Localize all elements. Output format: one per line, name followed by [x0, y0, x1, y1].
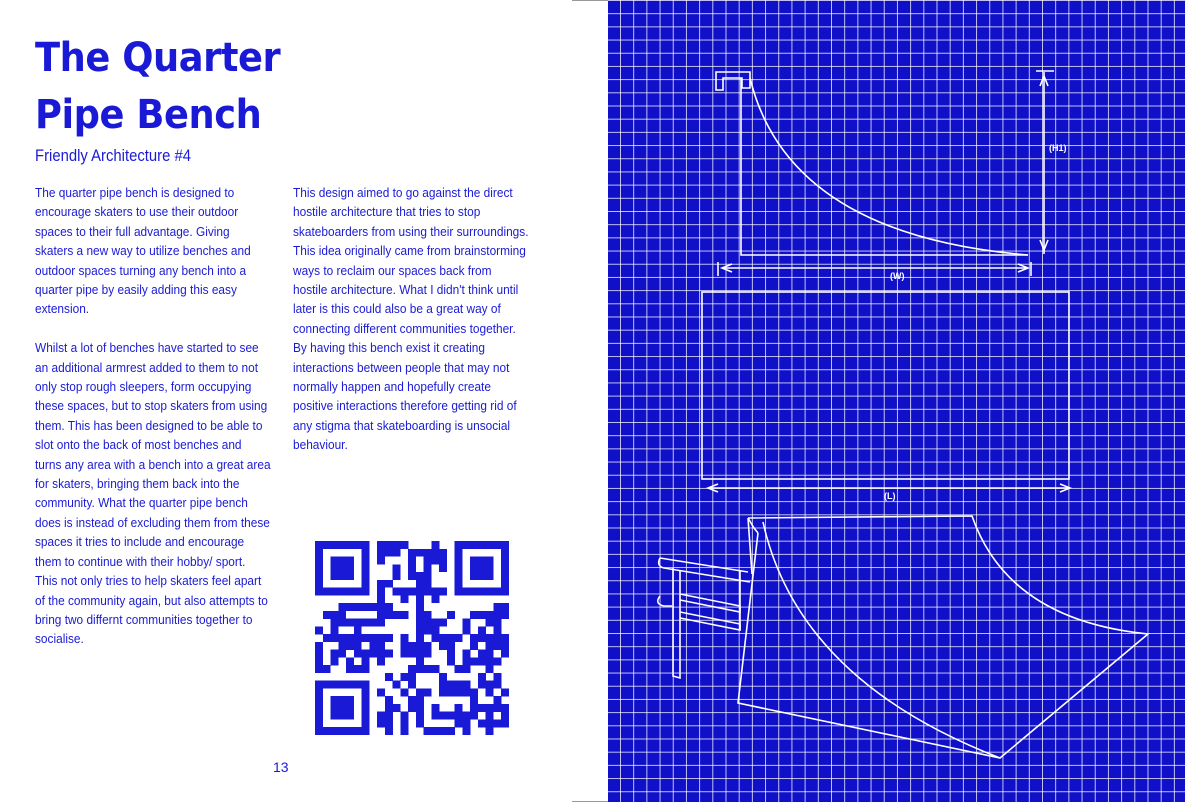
text-column-left [35, 183, 271, 668]
paragraph: This design aimed to go against the direct hostile architecture that tries to stop skateboarders from using their surroundings. This idea originally came from brainstorming ways to reclaim our spaces back from hostile architecture. What I didn't think until later is this could also be a great way of connecting different communities together. By having this bench exist it creating interactions between people that may not normally happen and hopefully create positive interactions therefore getting rid of any stigma that skateboarding is unsocial behaviour. [293, 185, 529, 453]
page-title: The Quarter Pipe Bench [35, 35, 281, 138]
side-elevation [716, 71, 1067, 281]
paragraph: Whilst a lot of benches have started to see an additional armrest added to them to not only stop rough sleepers, form occupying these spaces, but to stop skaters from using them. This has been designed to be able to slot onto the back of most benches and turns any area with a bench into a great area for skaters, bringing them back into the community. What the quarter pipe bench does is instead of excluding them from these spaces it tries to include and encourage them to continue with their hobby/ sport. This not only tries to help skaters feel apart of the community again, but also attempts to bring two differnt communities together to socialise. [35, 340, 271, 647]
width-label: (W) [890, 271, 905, 281]
page-subtitle: Friendly Architecture #4 [35, 147, 192, 165]
paragraph: The quarter pipe bench is designed to encourage skaters to use their outdoor spaces to their full advantage. Giving skaters a new way to utilize benches and outdoor spaces turning any bench into a quarter pipe by easily adding this easy extension. [35, 185, 251, 317]
qr-code[interactable] [315, 541, 509, 735]
length-label: (L) [884, 491, 896, 501]
page-number: 13 [273, 759, 289, 775]
text-column-right [293, 183, 529, 474]
perspective-view [658, 516, 1148, 758]
blueprint-diagram [608, 0, 1185, 802]
blueprint-drawing [608, 0, 1185, 802]
height-label: (H1) [1049, 143, 1067, 153]
fold-mark-top [572, 0, 608, 1]
plan-view [702, 292, 1070, 501]
